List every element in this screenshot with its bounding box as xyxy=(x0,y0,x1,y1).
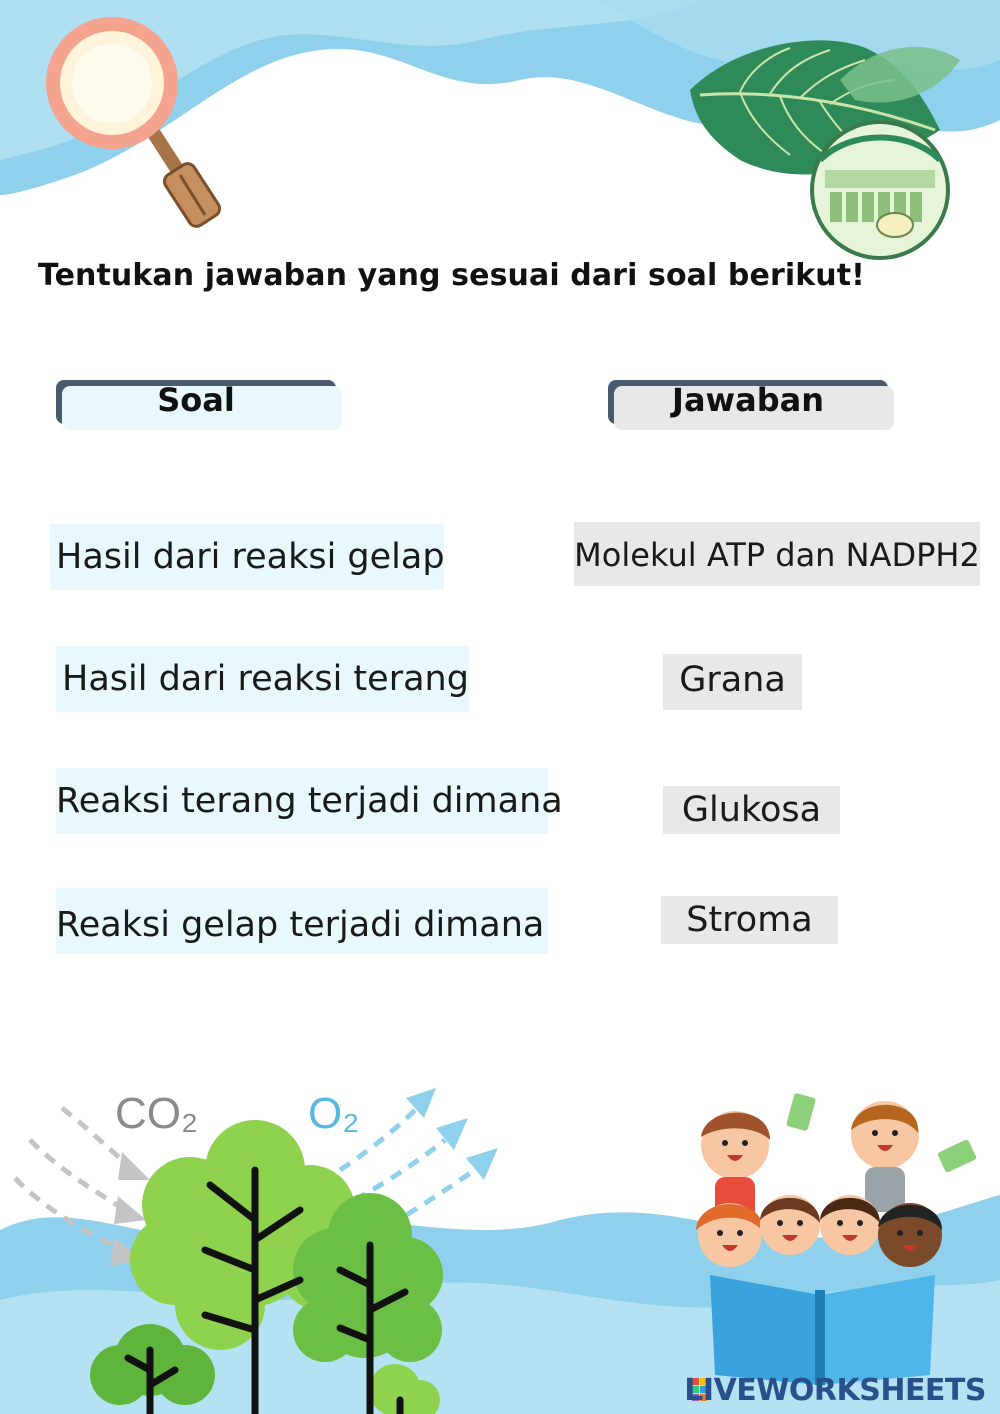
question-item[interactable]: Reaksi gelap terjadi dimana xyxy=(56,888,548,954)
magnifier-icon xyxy=(40,15,230,235)
soal-header xyxy=(62,381,342,430)
o2-label: O₂ xyxy=(308,1089,360,1138)
soal-header-label: Soal xyxy=(157,381,235,419)
photosynthesis-trees-illustration xyxy=(0,1070,520,1414)
kids-reading-illustration xyxy=(660,1085,990,1385)
instruction-heading: Tentukan jawaban yang sesuai dari soal berikut! xyxy=(38,258,865,293)
leaf-cell-icon xyxy=(680,20,980,270)
answer-item[interactable]: Molekul ATP dan NADPH2 xyxy=(574,522,980,586)
liveworksheets-watermark: LIVEWORKSHEETS xyxy=(684,1373,986,1408)
jawaban-header-label: Jawaban xyxy=(672,381,824,419)
answer-item[interactable]: Glukosa xyxy=(663,786,840,834)
question-item[interactable]: Hasil dari reaksi terang xyxy=(56,646,469,712)
question-item[interactable]: Hasil dari reaksi gelap xyxy=(50,524,444,590)
co2-label: CO₂ xyxy=(115,1089,199,1138)
jawaban-header xyxy=(614,381,894,430)
answer-item[interactable]: Stroma xyxy=(661,896,838,944)
answer-item[interactable]: Grana xyxy=(663,654,802,710)
question-item[interactable]: Reaksi terang terjadi dimana xyxy=(56,768,548,834)
